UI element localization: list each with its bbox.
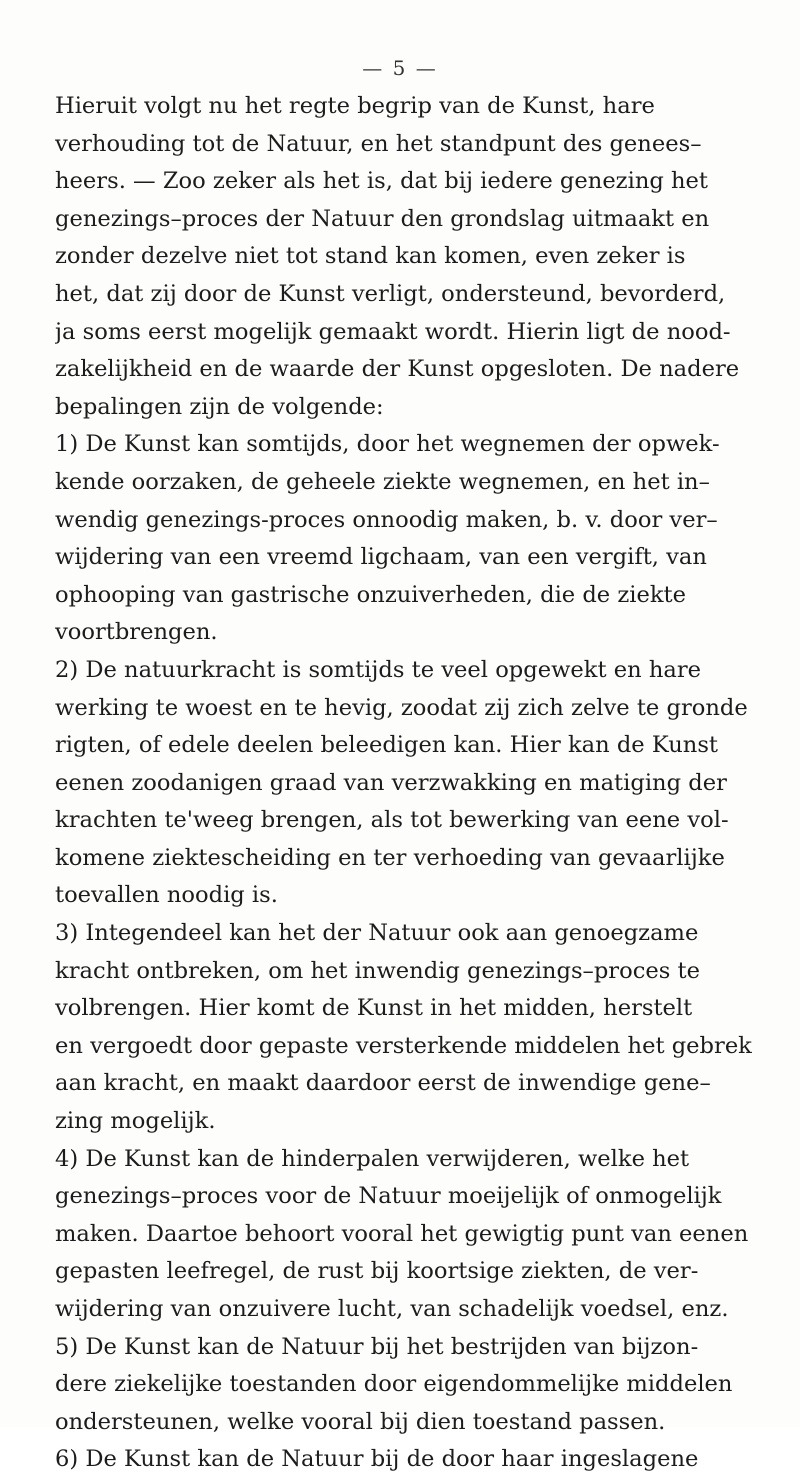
text-line: ophooping van gastrische onzuiverheden, die de ziekte [55, 581, 687, 608]
text-line: ja soms eerst mogelijk gemaakt wordt. Hierin ligt de nood- [55, 318, 731, 345]
text-line: maken. Daartoe behoort vooral het gewigtig punt van eenen [55, 1220, 749, 1247]
text-line: zonder dezelve niet tot stand kan komen, even zeker is [55, 243, 686, 270]
text-line: wijdering van een vreemd ligchaam, van een vergift, van [55, 544, 707, 571]
text-line: rigten, of edele deelen beleedigen kan. Hier kan de Kunst [55, 732, 719, 759]
text-line: 5) De Kunst kan de Natuur bij het bestrijden van bijzon- [55, 1333, 699, 1360]
text-line: toevallen noodig is. [55, 882, 278, 909]
text-line: werking te woest en te hevig, zoodat zij zich zelve te gronde [55, 694, 748, 721]
text-line: 6) De Kunst kan de Natuur bij de door haar ingeslagene [55, 1446, 699, 1473]
text-line: kracht ontbreken, om het inwendig genezings–proces te [55, 957, 700, 984]
text-line: 4) De Kunst kan de hinderpalen verwijderen, welke het [55, 1145, 690, 1172]
text-line: gepasten leefregel, de rust bij koortsige ziekten, de ver- [55, 1258, 699, 1285]
text-line: eenen zoodanigen graad van verzwakking en matiging der [55, 769, 727, 796]
text-line: verhouding tot de Natuur, en het standpunt des genees– [55, 130, 702, 157]
text-line: volbrengen. Hier komt de Kunst in het midden, herstelt [55, 995, 693, 1022]
text-line: 2) De natuurkracht is somtijds te veel opgewekt en hare [55, 656, 702, 683]
text-line: krachten te'weeg brengen, als tot bewerking van eene vol- [55, 807, 729, 834]
text-line: aan kracht, en maakt daardoor eerst de inwendige gene– [55, 1070, 711, 1097]
text-line: en vergoedt door gepaste versterkende middelen het gebrek [55, 1032, 752, 1059]
text-line: zakelijkheid en de waarde der Kunst opgesloten. De nadere [55, 356, 740, 383]
text-line: genezings–proces der Natuur den grondslag uitmaakt en [55, 205, 710, 232]
text-line: genezings–proces voor de Natuur moeijelijk of onmogelijk [55, 1183, 722, 1210]
text-line: voortbrengen. [55, 619, 218, 646]
text-line: het, dat zij door de Kunst verligt, ondersteund, bevorderd, [55, 280, 726, 307]
text-line: ondersteunen, welke vooral bij dien toestand passen. [55, 1408, 666, 1435]
text-line: wijdering van onzuivere lucht, van schadelijk voedsel, enz. [55, 1296, 729, 1322]
text-line: wendig genezings-proces onnoodig maken, b. v. door ver– [55, 506, 718, 533]
text-line: komene ziektescheiding en ter verhoeding van gevaarlijke [55, 844, 725, 871]
text-line: kende oorzaken, de geheele ziekte wegnemen, en het in– [55, 468, 710, 495]
text-line: Hieruit volgt nu het regte begrip van de Kunst, hare [55, 93, 655, 119]
page-number: — 5 — [362, 56, 438, 80]
text-line: 1) De Kunst kan somtijds, door het wegnemen der opwek- [55, 431, 720, 458]
text-line: heers. — Zoo zeker als het is, dat bij iedere genezing het [55, 168, 709, 195]
text-line: bepalingen zijn de volgende: [55, 393, 384, 420]
text-line: zing mogelijk. [55, 1108, 216, 1135]
body-text [55, 88, 790, 1479]
text-line: dere ziekelijke toestanden door eigendommelijke middelen [55, 1371, 733, 1398]
text-line: 3) Integendeel kan het der Natuur ook aan genoegzame [55, 920, 699, 947]
